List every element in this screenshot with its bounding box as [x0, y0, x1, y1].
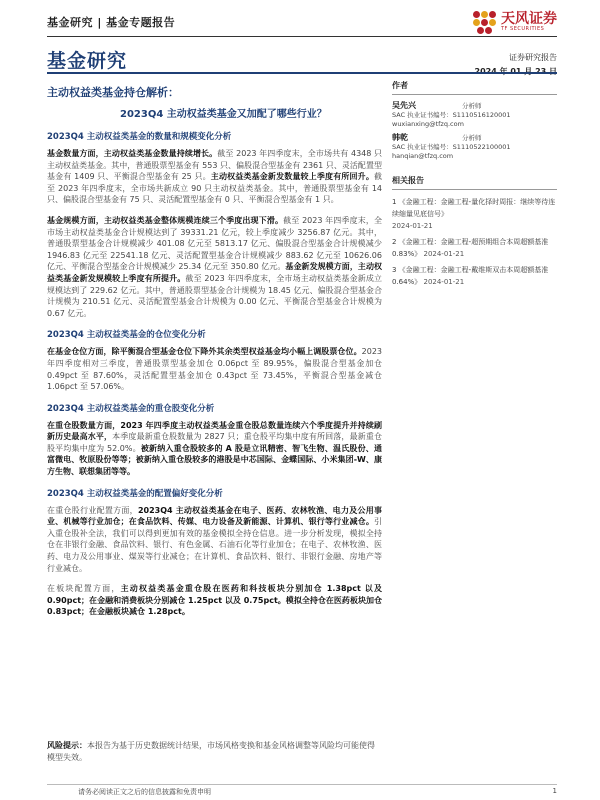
- related-report-title[interactable]: 3 《金融工程：金融工程-戴维斯双击本周超额基准 0.64%》: [392, 266, 549, 286]
- section-heading: 2023Q4 主动权益类基金的配置偏好变化分析: [47, 488, 223, 499]
- paragraph: [47, 148, 382, 206]
- paragraph: [47, 505, 382, 575]
- risk-note: [47, 740, 382, 764]
- paragraph-body: 在重仓股行业配置方面，: [47, 505, 138, 515]
- section-heading: 2023Q4 主动权益类基金的数量和规模变化分析: [47, 132, 232, 142]
- report-sub-title: 2023Q4 主动权益类基金又加配了哪些行业？: [120, 109, 327, 120]
- main-column: [47, 130, 382, 627]
- author-heading: 作者: [392, 80, 557, 95]
- title-divider: [47, 72, 557, 74]
- paragraph-body2: 截至 2023 年四季度末，全市场主动权益类基金新成立规模达到了 229.62 亿元。其中，普通股票型基金合计规模为 18.45 亿元、偏股混合型基金合计规模为 210.51 亿元、灵活配置型基金合计规模为 0.00 亿元、平衡混合型基金合计规模为 0.67 亿元。: [47, 273, 382, 318]
- paragraph-lead: 在重仓股数量方面，2023 年四季度主动权益类基金重仓股总数量连续六个季度提升并持续刷新历史最高水平，: [47, 420, 382, 442]
- section-heading: 2023Q4 主动权益类基金的仓位变化分析: [47, 330, 206, 341]
- brand-logo: [471, 8, 557, 36]
- author-name: 吴先兴: [392, 101, 416, 110]
- author-card: [392, 101, 557, 129]
- paragraph: [47, 583, 382, 618]
- author-role: 分析师: [462, 102, 482, 110]
- footer-divider: [47, 784, 557, 785]
- breadcrumb: 基金研究 | 基金专题报告: [47, 16, 176, 29]
- paragraph-tail: 主动权益类基金新发数量较上季度有所回升。: [210, 172, 375, 182]
- author-email[interactable]: hanqian@tfzq.com: [392, 152, 454, 160]
- paragraph-tail: 2023Q4 主动权益类基金在电子、医药、农林牧渔、电力及公用事业、机械等行业加仓；在食品饮料、传媒、电力设备及新能源、计算机、银行等行业减仓。: [47, 505, 383, 527]
- paragraph-body2: 截至 2023 年四季度末，全市场共新成立 90 只主动权益类基金。其中，普通股票型基金有 14 只、偏股混合型基金有 75 只、灵活配置型基金有 0 只、平衡混合型基金有 1 只。: [47, 172, 383, 205]
- paragraph: [47, 420, 382, 478]
- paragraph: [47, 346, 382, 392]
- paragraph-tail: 被新纳入重仓股较多的 A 股是立讯精密、智飞生物、温氏股份、通富微电、牧原股份等等；被新纳入重仓股较多的港股是中芯国际、金蝶国际、小米集团-W、康方生物、联想集团等等。: [47, 443, 382, 477]
- paragraph-tail: 基金新发规模方面，主动权益类基金新发规模较上季度有所提升。: [47, 262, 382, 283]
- sidebar: [392, 80, 557, 292]
- author-card: [392, 133, 557, 161]
- report-main-title: 主动权益类基金持仓解析：: [47, 86, 179, 99]
- section-heading: 2023Q4 主动权益类基金的重仓股变化分析: [47, 403, 215, 414]
- paragraph-body2: 引入重仓股补全法，我们可以得到更加有效的基金模拟全持仓信息。进一步分析发现，模拟全持仓在非银行金融、食品饮料、银行、有色金属、石油石化等行业加仓；在电子、农林牧渔、医药、电力及公用事业、煤炭等行业减仓；在计算机、食品饮料、银行、非银行金融、房地产等行业减仓。: [47, 517, 382, 573]
- related-report[interactable]: [392, 236, 557, 260]
- page-number: 1: [552, 787, 557, 795]
- paragraph: [47, 215, 382, 319]
- report-type: 证券研究报告: [509, 53, 557, 62]
- related-report-date: 2024-01-21: [392, 222, 433, 230]
- paragraph-body: 截至 2023 年四季度末，全市场共有 4348 只主动权益类基金。其中，普通股票型基金有 553 只、偏股混合型基金有 2361 只、灵活配置型基金有 1409 只、平衡混合型基金有 25 只。: [47, 149, 383, 182]
- paragraph-body: 2023 年四季度相对三季度，普通股票型基金加仓 0.06pct 至 89.95%，偏股混合型基金加仓 0.49pct 至 87.60%，灵活配置型基金加仓 0.43pct 至 73.45%，平衡混合型基金减仓 1.06pct 至 57.06%。: [47, 347, 382, 392]
- paragraph-lead: 基金规模方面，主动权益类基金整体规模连续三个季度出现下滑。: [47, 215, 284, 225]
- related-report-title[interactable]: 1 《金融工程：金融工程-量化择时周报：继续等待连续缩量见底信号》: [392, 198, 556, 218]
- author-role: 分析师: [462, 134, 482, 142]
- author-email[interactable]: wuxianxing@tfzq.com: [392, 120, 464, 128]
- paragraph-lead: 在基金仓位方面，除平衡混合型基金仓位下降外其余类型权益基金均小幅上调股票仓位。: [47, 347, 362, 357]
- top-bar: [47, 8, 557, 34]
- paragraph-lead: 基金数量方面，主动权益类基金数量持续增长。: [47, 149, 218, 158]
- risk-label: 风险提示：: [47, 741, 87, 750]
- paragraph-body: 在板块配置方面，: [47, 584, 121, 594]
- author-cert: SAC 执业证书编号：S1110516120001: [392, 111, 511, 119]
- related-report-date: 2024-01-21: [423, 278, 465, 286]
- logo-dots-icon: [471, 9, 497, 35]
- logo-sub: TF SECURITIES: [501, 25, 545, 32]
- related-report[interactable]: [392, 196, 557, 232]
- related-report-title[interactable]: 2 《金融工程：金融工程-超预期组合本周超额基准 0.83%》: [392, 238, 549, 258]
- paragraph-body: 本季度最新重仓股数量为 2827 只；重仓股平均集中度有所回落，最新重仓股平均集中度为 52.0%。: [47, 432, 382, 453]
- author-cert: SAC 执业证书编号：S1110522100001: [392, 143, 511, 151]
- related-heading: 相关报告: [392, 175, 557, 190]
- risk-text: 本报告为基于历史数据统计结果，市场风格变换和基金风格调整等风险均可能使得模型失效。: [47, 741, 375, 762]
- logo-name: 天风证券: [501, 10, 557, 27]
- related-report[interactable]: [392, 264, 557, 288]
- related-report-date: 2024-01-21: [423, 250, 465, 258]
- page-title: 基金研究: [47, 50, 128, 72]
- header-divider: [47, 36, 557, 37]
- author-name: 韩乾: [392, 133, 408, 142]
- paragraph-tail: 主动权益类基金重仓股在医药和科技板块分别加仓 1.38pct 以及 0.90pct；在金融和消费板块分别减仓 1.25pct 以及 0.75pct。模拟全持仓在医药板块加仓 0.83pct；在金融板块减仓 1.28pct。: [47, 584, 383, 617]
- paragraph-body: 截至 2023 年四季度末，全市场主动权益类基金合计规模达到了 39331.21 亿元，较上季度减少 3256.87 亿元。其中，普通股票型基金合计规模减少 401.08 亿元至 5813.17 亿元、偏股混合型基金合计规模减少 1946.83 亿元至 22541.18 亿元、灵活配置型基金合计规模减少 883.62 亿元至 10626.06 亿元、平衡混合型基金合计规模减少 25.34 亿元至 350.80 亿元。: [47, 215, 382, 272]
- footer-disclaimer: 请务必阅读正文之后的信息披露和免责申明: [78, 788, 211, 796]
